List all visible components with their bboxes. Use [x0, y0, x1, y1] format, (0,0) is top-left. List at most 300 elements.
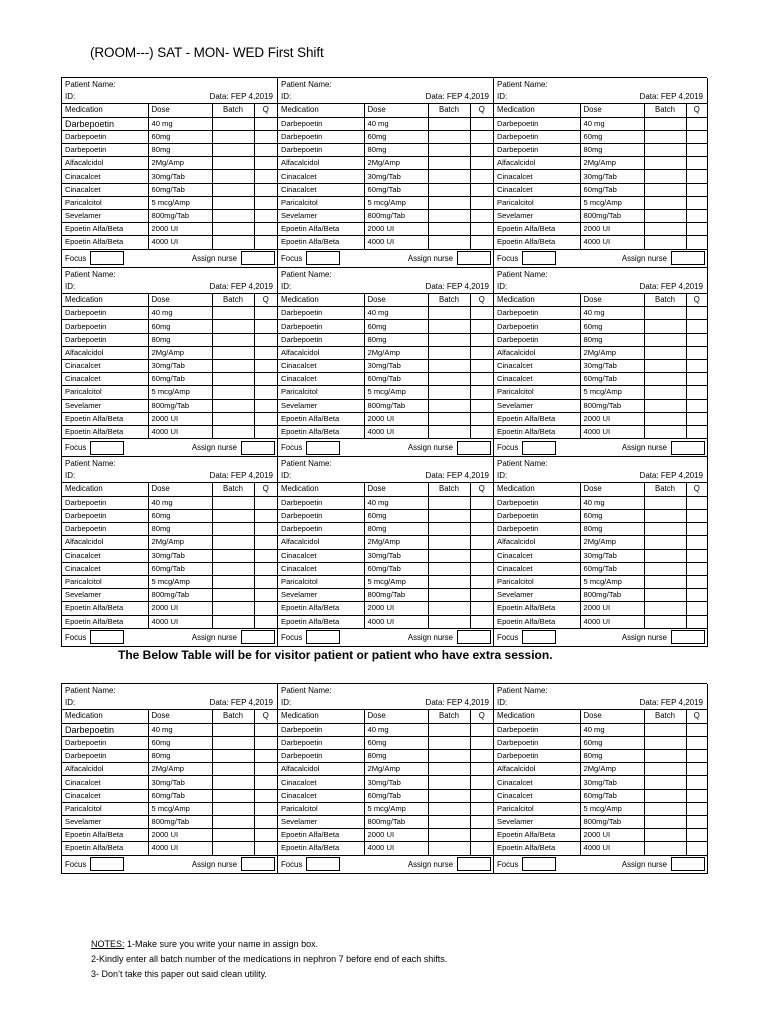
q-cell[interactable]: [686, 210, 707, 223]
med-dose: 5 mcg/Amp: [364, 196, 428, 209]
med-name: Epoetin Alfa/Beta: [494, 223, 580, 236]
batch-cell[interactable]: [644, 386, 686, 399]
batch-cell[interactable]: [644, 412, 686, 425]
q-cell[interactable]: [470, 496, 493, 509]
dose-header: Dose: [148, 483, 212, 496]
batch-cell[interactable]: [644, 549, 686, 562]
q-cell[interactable]: [254, 842, 277, 855]
med-row: [494, 723, 707, 736]
q-cell[interactable]: [470, 510, 493, 523]
batch-cell[interactable]: [428, 510, 470, 523]
q-cell[interactable]: [470, 816, 493, 829]
batch-cell[interactable]: [428, 320, 470, 333]
batch-cell[interactable]: [212, 816, 254, 829]
batch-cell[interactable]: [212, 223, 254, 236]
batch-cell[interactable]: [644, 736, 686, 749]
medication-table: [278, 710, 493, 856]
batch-cell[interactable]: [644, 196, 686, 209]
assign-nurse-input[interactable]: [457, 857, 491, 871]
q-cell[interactable]: [254, 236, 277, 249]
q-cell[interactable]: [254, 802, 277, 815]
focus-input[interactable]: [522, 630, 556, 644]
q-cell[interactable]: [470, 615, 493, 628]
batch-cell[interactable]: [212, 589, 254, 602]
q-cell[interactable]: [254, 723, 277, 736]
assign-nurse-input[interactable]: [241, 251, 275, 265]
q-cell[interactable]: [470, 602, 493, 615]
batch-cell[interactable]: [428, 157, 470, 170]
batch-cell[interactable]: [428, 816, 470, 829]
q-cell[interactable]: [254, 589, 277, 602]
q-cell[interactable]: [470, 183, 493, 196]
q-cell[interactable]: [254, 536, 277, 549]
batch-cell[interactable]: [212, 360, 254, 373]
q-cell[interactable]: [686, 723, 707, 736]
assign-nurse-input[interactable]: [671, 441, 705, 455]
q-cell[interactable]: [254, 170, 277, 183]
batch-cell[interactable]: [212, 615, 254, 628]
batch-cell[interactable]: [212, 602, 254, 615]
q-cell[interactable]: [470, 157, 493, 170]
q-cell[interactable]: [470, 144, 493, 157]
med-name: Alfacalcidol: [278, 763, 364, 776]
med-name: Epoetin Alfa/Beta: [278, 602, 364, 615]
q-cell[interactable]: [254, 602, 277, 615]
q-cell[interactable]: [254, 615, 277, 628]
batch-cell[interactable]: [212, 386, 254, 399]
batch-cell[interactable]: [212, 549, 254, 562]
q-cell[interactable]: [254, 333, 277, 346]
batch-cell[interactable]: [212, 210, 254, 223]
batch-cell[interactable]: [428, 736, 470, 749]
q-cell[interactable]: [470, 802, 493, 815]
batch-cell[interactable]: [644, 523, 686, 536]
focus-input[interactable]: [90, 441, 124, 455]
batch-cell[interactable]: [428, 602, 470, 615]
med-row: [62, 562, 277, 575]
batch-cell[interactable]: [428, 373, 470, 386]
q-cell[interactable]: [686, 602, 707, 615]
page-title: (ROOM---) SAT - MON- WED First Shift: [90, 45, 324, 60]
focus-input[interactable]: [90, 630, 124, 644]
q-cell[interactable]: [470, 130, 493, 143]
batch-cell[interactable]: [428, 536, 470, 549]
batch-cell[interactable]: [644, 373, 686, 386]
batch-cell[interactable]: [644, 510, 686, 523]
batch-cell[interactable]: [644, 723, 686, 736]
q-cell[interactable]: [254, 223, 277, 236]
q-cell[interactable]: [470, 170, 493, 183]
batch-cell[interactable]: [428, 829, 470, 842]
q-cell[interactable]: [686, 333, 707, 346]
med-row: [494, 307, 707, 320]
batch-cell[interactable]: [428, 399, 470, 412]
medication-table: [278, 483, 493, 629]
batch-cell[interactable]: [428, 333, 470, 346]
batch-cell[interactable]: [644, 183, 686, 196]
q-cell[interactable]: [254, 144, 277, 157]
q-cell[interactable]: [470, 346, 493, 359]
batch-cell[interactable]: [644, 802, 686, 815]
batch-cell[interactable]: [212, 575, 254, 588]
q-cell[interactable]: [470, 589, 493, 602]
med-row: [278, 346, 493, 359]
focus-input[interactable]: [306, 441, 340, 455]
batch-cell[interactable]: [428, 562, 470, 575]
q-cell[interactable]: [470, 536, 493, 549]
q-cell[interactable]: [470, 117, 493, 130]
q-cell[interactable]: [686, 117, 707, 130]
batch-cell[interactable]: [212, 736, 254, 749]
med-row: [62, 750, 277, 763]
batch-cell[interactable]: [428, 130, 470, 143]
batch-cell[interactable]: [212, 496, 254, 509]
q-cell[interactable]: [470, 523, 493, 536]
q-cell[interactable]: [686, 575, 707, 588]
q-cell[interactable]: [686, 763, 707, 776]
q-cell[interactable]: [254, 523, 277, 536]
batch-cell[interactable]: [428, 425, 470, 438]
batch-cell[interactable]: [212, 829, 254, 842]
batch-cell[interactable]: [644, 562, 686, 575]
batch-cell[interactable]: [428, 223, 470, 236]
q-cell[interactable]: [686, 536, 707, 549]
batch-cell[interactable]: [428, 144, 470, 157]
batch-cell[interactable]: [428, 307, 470, 320]
q-cell[interactable]: [254, 386, 277, 399]
batch-cell[interactable]: [428, 575, 470, 588]
med-row: [278, 196, 493, 209]
q-cell[interactable]: [470, 736, 493, 749]
q-cell[interactable]: [470, 562, 493, 575]
q-cell[interactable]: [686, 842, 707, 855]
q-cell[interactable]: [470, 763, 493, 776]
batch-cell[interactable]: [428, 802, 470, 815]
q-cell[interactable]: [470, 386, 493, 399]
batch-cell[interactable]: [644, 333, 686, 346]
q-header: Q: [686, 483, 707, 496]
q-cell[interactable]: [254, 373, 277, 386]
batch-cell[interactable]: [644, 236, 686, 249]
batch-cell[interactable]: [644, 210, 686, 223]
batch-cell[interactable]: [428, 763, 470, 776]
batch-cell[interactable]: [428, 183, 470, 196]
q-cell[interactable]: [470, 210, 493, 223]
focus-input[interactable]: [306, 857, 340, 871]
q-cell[interactable]: [254, 183, 277, 196]
batch-cell[interactable]: [428, 196, 470, 209]
batch-cell[interactable]: [428, 549, 470, 562]
q-cell[interactable]: [254, 575, 277, 588]
batch-cell[interactable]: [644, 536, 686, 549]
q-cell[interactable]: [470, 320, 493, 333]
batch-cell[interactable]: [212, 399, 254, 412]
batch-cell[interactable]: [212, 320, 254, 333]
q-cell[interactable]: [470, 842, 493, 855]
batch-cell[interactable]: [212, 425, 254, 438]
med-dose: 60mg/Tab: [364, 789, 428, 802]
q-cell[interactable]: [254, 157, 277, 170]
batch-cell[interactable]: [428, 750, 470, 763]
batch-cell[interactable]: [428, 615, 470, 628]
assign-nurse-input[interactable]: [457, 630, 491, 644]
batch-cell[interactable]: [644, 750, 686, 763]
med-dose: 2Mg/Amp: [580, 346, 644, 359]
q-cell[interactable]: [686, 425, 707, 438]
med-row: [494, 536, 707, 549]
q-cell[interactable]: [686, 320, 707, 333]
q-cell[interactable]: [470, 549, 493, 562]
batch-cell[interactable]: [644, 320, 686, 333]
batch-cell[interactable]: [644, 789, 686, 802]
q-cell[interactable]: [254, 210, 277, 223]
q-cell[interactable]: [686, 615, 707, 628]
batch-cell[interactable]: [644, 130, 686, 143]
batch-cell[interactable]: [428, 210, 470, 223]
q-cell[interactable]: [470, 307, 493, 320]
med-row: [62, 496, 277, 509]
batch-cell[interactable]: [644, 307, 686, 320]
q-cell[interactable]: [254, 307, 277, 320]
batch-cell[interactable]: [644, 763, 686, 776]
q-cell[interactable]: [686, 346, 707, 359]
focus-input[interactable]: [522, 441, 556, 455]
q-cell[interactable]: [686, 802, 707, 815]
q-cell[interactable]: [686, 399, 707, 412]
q-cell[interactable]: [254, 736, 277, 749]
batch-cell[interactable]: [212, 562, 254, 575]
q-cell[interactable]: [686, 196, 707, 209]
focus-input[interactable]: [90, 857, 124, 871]
batch-cell[interactable]: [212, 130, 254, 143]
batch-cell[interactable]: [644, 496, 686, 509]
batch-cell[interactable]: [428, 386, 470, 399]
q-cell[interactable]: [470, 399, 493, 412]
q-cell[interactable]: [254, 763, 277, 776]
q-cell[interactable]: [254, 399, 277, 412]
q-cell[interactable]: [686, 157, 707, 170]
med-dose: 60mg: [364, 130, 428, 143]
batch-cell[interactable]: [212, 170, 254, 183]
batch-cell[interactable]: [428, 723, 470, 736]
q-cell[interactable]: [254, 346, 277, 359]
batch-cell[interactable]: [212, 307, 254, 320]
q-cell[interactable]: [254, 829, 277, 842]
batch-cell[interactable]: [428, 842, 470, 855]
batch-cell[interactable]: [212, 157, 254, 170]
batch-cell[interactable]: [428, 346, 470, 359]
q-cell[interactable]: [470, 723, 493, 736]
med-dose: 800mg/Tab: [148, 589, 212, 602]
q-cell[interactable]: [254, 776, 277, 789]
batch-cell[interactable]: [212, 346, 254, 359]
med-dose: 4000 UI: [580, 615, 644, 628]
q-cell[interactable]: [470, 750, 493, 763]
batch-cell[interactable]: [428, 523, 470, 536]
focus-input[interactable]: [522, 857, 556, 871]
batch-cell[interactable]: [212, 236, 254, 249]
q-cell[interactable]: [686, 412, 707, 425]
q-cell[interactable]: [470, 360, 493, 373]
q-cell[interactable]: [254, 117, 277, 130]
batch-cell[interactable]: [428, 589, 470, 602]
q-cell[interactable]: [254, 496, 277, 509]
q-cell[interactable]: [470, 575, 493, 588]
q-cell[interactable]: [686, 144, 707, 157]
focus-input[interactable]: [306, 630, 340, 644]
batch-cell[interactable]: [644, 399, 686, 412]
batch-cell[interactable]: [644, 615, 686, 628]
med-dose: 4000 UI: [148, 236, 212, 249]
table-header-row: [278, 483, 493, 496]
q-cell[interactable]: [686, 736, 707, 749]
batch-cell[interactable]: [212, 750, 254, 763]
assign-nurse-label: Assign nurse: [191, 253, 237, 263]
q-cell[interactable]: [254, 196, 277, 209]
assign-nurse-input[interactable]: [671, 857, 705, 871]
batch-cell[interactable]: [212, 117, 254, 130]
med-name: Epoetin Alfa/Beta: [278, 223, 364, 236]
batch-cell[interactable]: [212, 196, 254, 209]
batch-cell[interactable]: [212, 333, 254, 346]
batch-cell[interactable]: [428, 496, 470, 509]
med-dose: 2Mg/Amp: [580, 536, 644, 549]
med-row: [278, 615, 493, 628]
q-cell[interactable]: [470, 223, 493, 236]
focus-input[interactable]: [90, 251, 124, 265]
batch-cell[interactable]: [212, 723, 254, 736]
q-cell[interactable]: [254, 510, 277, 523]
batch-cell[interactable]: [212, 536, 254, 549]
q-cell[interactable]: [686, 776, 707, 789]
batch-cell[interactable]: [212, 523, 254, 536]
q-cell[interactable]: [686, 183, 707, 196]
batch-cell[interactable]: [212, 510, 254, 523]
q-cell[interactable]: [254, 130, 277, 143]
assign-nurse-input[interactable]: [671, 251, 705, 265]
batch-cell[interactable]: [644, 170, 686, 183]
q-cell[interactable]: [686, 750, 707, 763]
batch-cell[interactable]: [644, 360, 686, 373]
batch-cell[interactable]: [644, 346, 686, 359]
q-cell[interactable]: [470, 829, 493, 842]
batch-cell[interactable]: [428, 236, 470, 249]
batch-cell[interactable]: [644, 602, 686, 615]
assign-nurse-input[interactable]: [457, 251, 491, 265]
batch-cell[interactable]: [644, 144, 686, 157]
batch-cell[interactable]: [644, 816, 686, 829]
q-cell[interactable]: [686, 386, 707, 399]
q-cell[interactable]: [254, 750, 277, 763]
focus-input[interactable]: [306, 251, 340, 265]
q-cell[interactable]: [470, 425, 493, 438]
batch-cell[interactable]: [644, 829, 686, 842]
batch-cell[interactable]: [212, 802, 254, 815]
med-row: [494, 386, 707, 399]
q-cell[interactable]: [254, 789, 277, 802]
q-cell[interactable]: [686, 549, 707, 562]
batch-cell[interactable]: [212, 144, 254, 157]
q-cell[interactable]: [470, 196, 493, 209]
med-name: Alfacalcidol: [62, 346, 148, 359]
q-cell[interactable]: [686, 589, 707, 602]
batch-cell[interactable]: [212, 412, 254, 425]
batch-cell[interactable]: [212, 763, 254, 776]
batch-cell[interactable]: [644, 842, 686, 855]
q-cell[interactable]: [686, 523, 707, 536]
q-cell[interactable]: [686, 170, 707, 183]
batch-cell[interactable]: [212, 183, 254, 196]
assign-nurse-input[interactable]: [241, 857, 275, 871]
q-cell[interactable]: [470, 333, 493, 346]
q-cell[interactable]: [470, 776, 493, 789]
assign-nurse-input[interactable]: [671, 630, 705, 644]
q-cell[interactable]: [686, 130, 707, 143]
q-cell[interactable]: [254, 562, 277, 575]
q-cell[interactable]: [686, 373, 707, 386]
batch-cell[interactable]: [428, 789, 470, 802]
q-cell[interactable]: [686, 829, 707, 842]
med-dose: 30mg/Tab: [580, 360, 644, 373]
q-cell[interactable]: [686, 223, 707, 236]
batch-cell[interactable]: [644, 157, 686, 170]
q-cell[interactable]: [686, 496, 707, 509]
q-cell[interactable]: [686, 236, 707, 249]
q-cell[interactable]: [470, 236, 493, 249]
q-cell[interactable]: [470, 789, 493, 802]
batch-cell[interactable]: [212, 789, 254, 802]
batch-cell[interactable]: [644, 425, 686, 438]
q-cell[interactable]: [686, 789, 707, 802]
q-cell[interactable]: [686, 816, 707, 829]
q-cell[interactable]: [254, 816, 277, 829]
focus-input[interactable]: [522, 251, 556, 265]
q-cell[interactable]: [254, 549, 277, 562]
med-row: [278, 373, 493, 386]
q-cell[interactable]: [470, 373, 493, 386]
q-cell[interactable]: [254, 320, 277, 333]
q-cell[interactable]: [686, 307, 707, 320]
med-dose: 800mg/Tab: [148, 210, 212, 223]
q-cell[interactable]: [686, 510, 707, 523]
batch-cell[interactable]: [428, 117, 470, 130]
batch-cell[interactable]: [644, 223, 686, 236]
med-name: Cinacalcet: [278, 776, 364, 789]
batch-cell[interactable]: [212, 373, 254, 386]
batch-cell[interactable]: [212, 842, 254, 855]
q-cell[interactable]: [686, 360, 707, 373]
med-row: [278, 320, 493, 333]
q-cell[interactable]: [686, 562, 707, 575]
q-cell[interactable]: [254, 360, 277, 373]
batch-cell[interactable]: [428, 170, 470, 183]
batch-cell[interactable]: [212, 776, 254, 789]
assign-nurse-input[interactable]: [241, 441, 275, 455]
assign-nurse-input[interactable]: [241, 630, 275, 644]
batch-cell[interactable]: [428, 412, 470, 425]
batch-cell[interactable]: [644, 117, 686, 130]
focus-label: Focus: [65, 859, 87, 869]
q-cell[interactable]: [470, 412, 493, 425]
q-cell[interactable]: [254, 425, 277, 438]
batch-cell[interactable]: [644, 776, 686, 789]
batch-cell[interactable]: [428, 360, 470, 373]
q-cell[interactable]: [254, 412, 277, 425]
batch-cell[interactable]: [428, 776, 470, 789]
batch-cell[interactable]: [644, 575, 686, 588]
assign-nurse-input[interactable]: [457, 441, 491, 455]
batch-cell[interactable]: [644, 589, 686, 602]
